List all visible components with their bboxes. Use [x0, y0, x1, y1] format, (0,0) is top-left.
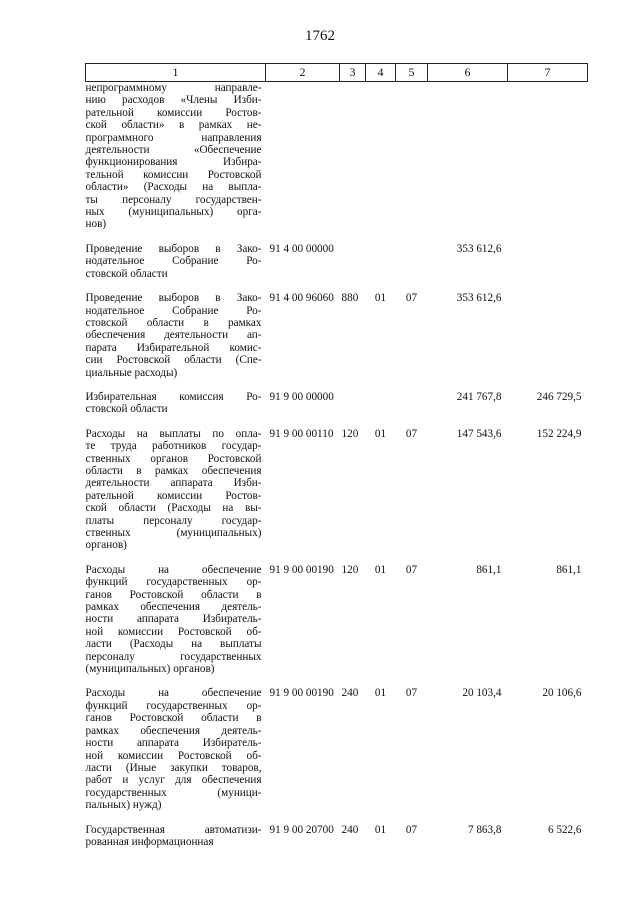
row-name-line: тельной комиссии Ростовской [85, 168, 262, 181]
row-name-line: Государственная автоматизи- [85, 823, 262, 836]
subsection-code [396, 243, 428, 292]
row-name-line: пальных) нужд) [85, 799, 162, 812]
target-article-code: 91 9 00 00110 [269, 427, 334, 440]
row-name-line: рамках обеспечения деятель- [85, 724, 262, 737]
amount-year-1: 353 612,6 [456, 292, 502, 305]
row-name-line: ственных органов Ростовской [85, 452, 262, 465]
expense-type-code: 240 [341, 687, 359, 700]
subsection-code: 07 [405, 427, 418, 440]
row-name-cell [86, 391, 266, 428]
expense-type-code [340, 82, 366, 243]
amount-year-2: 246 729,5 [536, 390, 582, 403]
table-row [86, 824, 588, 861]
section-code: 01 [374, 687, 387, 700]
row-name-line: Проведение выборов в Зако- [85, 242, 262, 255]
row-name-cell [86, 82, 266, 243]
amount-year-2 [508, 292, 588, 391]
row-name-line: Избирательная комиссия Ро- [85, 390, 262, 403]
row-name-line: функционирования Избира- [85, 156, 262, 169]
row-name-line: стовской области [85, 267, 168, 280]
row-name-line: ности аппарата Избиратель- [85, 613, 262, 626]
row-name-line: Расходы на обеспечение [85, 687, 262, 700]
row-name-line: платы персоналу государ- [85, 514, 262, 527]
row-name-line: Проведение выборов в Зако- [85, 292, 262, 305]
target-article-code [266, 82, 340, 243]
subsection-code: 07 [405, 687, 418, 700]
subsection-code [396, 391, 428, 428]
row-name-line: стовской области [85, 403, 168, 416]
row-name-line: персоналу государственных [85, 650, 262, 663]
expense-type-code: 120 [341, 563, 359, 576]
row-name-cell [86, 687, 266, 823]
row-name-line: ной комиссии Ростовской об- [85, 749, 262, 762]
row-name-line: ственных (муниципальных) [85, 527, 262, 539]
amount-year-1: 147 543,6 [456, 427, 502, 440]
row-name-cell [86, 243, 266, 292]
subsection-code [396, 82, 428, 243]
table-row [86, 82, 588, 243]
row-name-line: (муниципальных) органов) [85, 663, 215, 676]
row-name-line: нодательное Собрание Ро- [85, 304, 262, 317]
page-number: 1762 [305, 28, 335, 44]
amount-year-1: 20 103,4 [462, 687, 502, 700]
amount-year-1: 353 612,6 [456, 242, 502, 255]
row-name-line: рательной комиссии Ростов- [85, 489, 262, 502]
amount-year-2: 20 106,6 [542, 687, 582, 700]
section-code: 01 [374, 563, 387, 576]
row-name-cell [86, 564, 266, 688]
column-header: 3 [340, 64, 366, 82]
row-name-line: программного направления [85, 131, 262, 144]
subsection-code: 07 [405, 292, 418, 305]
table-row [86, 391, 588, 428]
expense-type-code: 880 [341, 292, 359, 305]
row-name-line: ных (муниципальных) орга- [85, 206, 262, 219]
column-header: 6 [428, 64, 508, 82]
row-name-line: ной комиссии Ростовской об- [85, 625, 262, 638]
target-article-code: 91 9 00 00190 [269, 687, 334, 700]
row-name-line: ской области (Расходы на вы- [85, 502, 262, 515]
row-name-line: деятельности аппарата Изби- [85, 477, 262, 490]
row-name-line: работ и услуг для обеспечения [85, 774, 262, 787]
subsection-code: 07 [405, 563, 418, 576]
column-header: 1 [86, 64, 266, 82]
target-article-code: 91 9 00 00000 [269, 390, 334, 403]
row-name-line: области» (Расходы на выпла- [85, 181, 262, 194]
expense-type-code: 120 [341, 427, 359, 440]
target-article-code: 91 4 00 96060 [269, 292, 334, 305]
column-header: 4 [366, 64, 396, 82]
row-name-line: рамках обеспечения деятель- [85, 601, 262, 614]
row-name-line: ской области» в рамках не- [85, 119, 262, 132]
row-name-line: функций государственных ор- [85, 576, 262, 589]
amount-year-2: 861,1 [556, 563, 582, 576]
amount-year-1 [428, 82, 508, 243]
row-name-line: циальные расходы) [85, 366, 178, 379]
row-name-line: органов) [85, 539, 127, 552]
row-name-line: ласти (Иные закупки товаров, [85, 761, 262, 774]
amount-year-1: 7 863,8 [467, 823, 502, 836]
row-name-line: парата Избирательной комис- [85, 341, 262, 354]
target-article-code: 91 9 00 20700 [269, 823, 334, 836]
table-row [86, 243, 588, 292]
row-name-line: Расходы на обеспечение [85, 563, 262, 576]
expense-type-code: 240 [341, 823, 359, 836]
row-name-cell [86, 428, 266, 564]
row-name-line: обеспечения деятельности ап- [85, 329, 262, 342]
target-article-code: 91 9 00 00190 [269, 563, 334, 576]
row-name-line: сии Ростовской области (Спе- [85, 354, 262, 367]
section-code [366, 82, 396, 243]
row-name-line: ганов Ростовской области в [85, 712, 262, 725]
column-header: 2 [266, 64, 340, 82]
row-name-line: рованная информационная [85, 835, 214, 848]
amount-year-2: 6 522,6 [547, 823, 582, 836]
target-article-code: 91 4 00 00000 [269, 242, 334, 255]
table-row [86, 292, 588, 391]
row-name-line: государственных (муници- [85, 786, 262, 799]
subsection-code: 07 [405, 823, 418, 836]
amount-year-1: 861,1 [476, 563, 502, 576]
row-name-line: ности аппарата Избиратель- [85, 737, 262, 750]
row-name-line: непрограммному направле- [85, 82, 262, 94]
amount-year-2: 152 224,9 [536, 427, 582, 440]
amount-year-1: 241 767,8 [456, 390, 502, 403]
row-name-line: ласти (Расходы на выплаты [85, 638, 262, 651]
expense-type-code [340, 243, 366, 292]
row-name-line: те труда работников государ- [85, 440, 262, 453]
section-code: 01 [374, 823, 387, 836]
column-header: 5 [396, 64, 428, 82]
row-name-line: рательной комиссии Ростов- [85, 106, 262, 119]
amount-year-2 [508, 82, 588, 243]
row-name-line: ганов Ростовской области в [85, 588, 262, 601]
row-name-line: нов) [85, 218, 107, 231]
row-name-cell [86, 824, 266, 861]
row-name-line: ты персоналу государствен- [85, 193, 262, 206]
row-name-line: области в рамках обеспечения [85, 464, 262, 477]
table-header-row [86, 64, 588, 82]
section-code: 01 [374, 292, 387, 305]
section-code [366, 391, 396, 428]
row-name-line: функций государственных ор- [85, 699, 262, 712]
row-name-line: деятельности «Обеспечение [85, 144, 262, 157]
amount-year-2 [508, 243, 588, 292]
row-name-line: Расходы на выплаты по опла- [85, 427, 262, 440]
table-row [86, 687, 588, 823]
row-name-line: нию расходов «Члены Изби- [85, 94, 262, 107]
row-name-line: нодательное Собрание Ро- [85, 255, 262, 268]
row-name-cell [86, 292, 266, 391]
expense-type-code [340, 391, 366, 428]
section-code [366, 243, 396, 292]
column-header: 7 [508, 64, 588, 82]
section-code: 01 [374, 427, 387, 440]
row-name-line: стовской области в рамках [85, 316, 262, 329]
table-row [86, 564, 588, 688]
table-row [86, 428, 588, 564]
budget-table [85, 63, 588, 860]
